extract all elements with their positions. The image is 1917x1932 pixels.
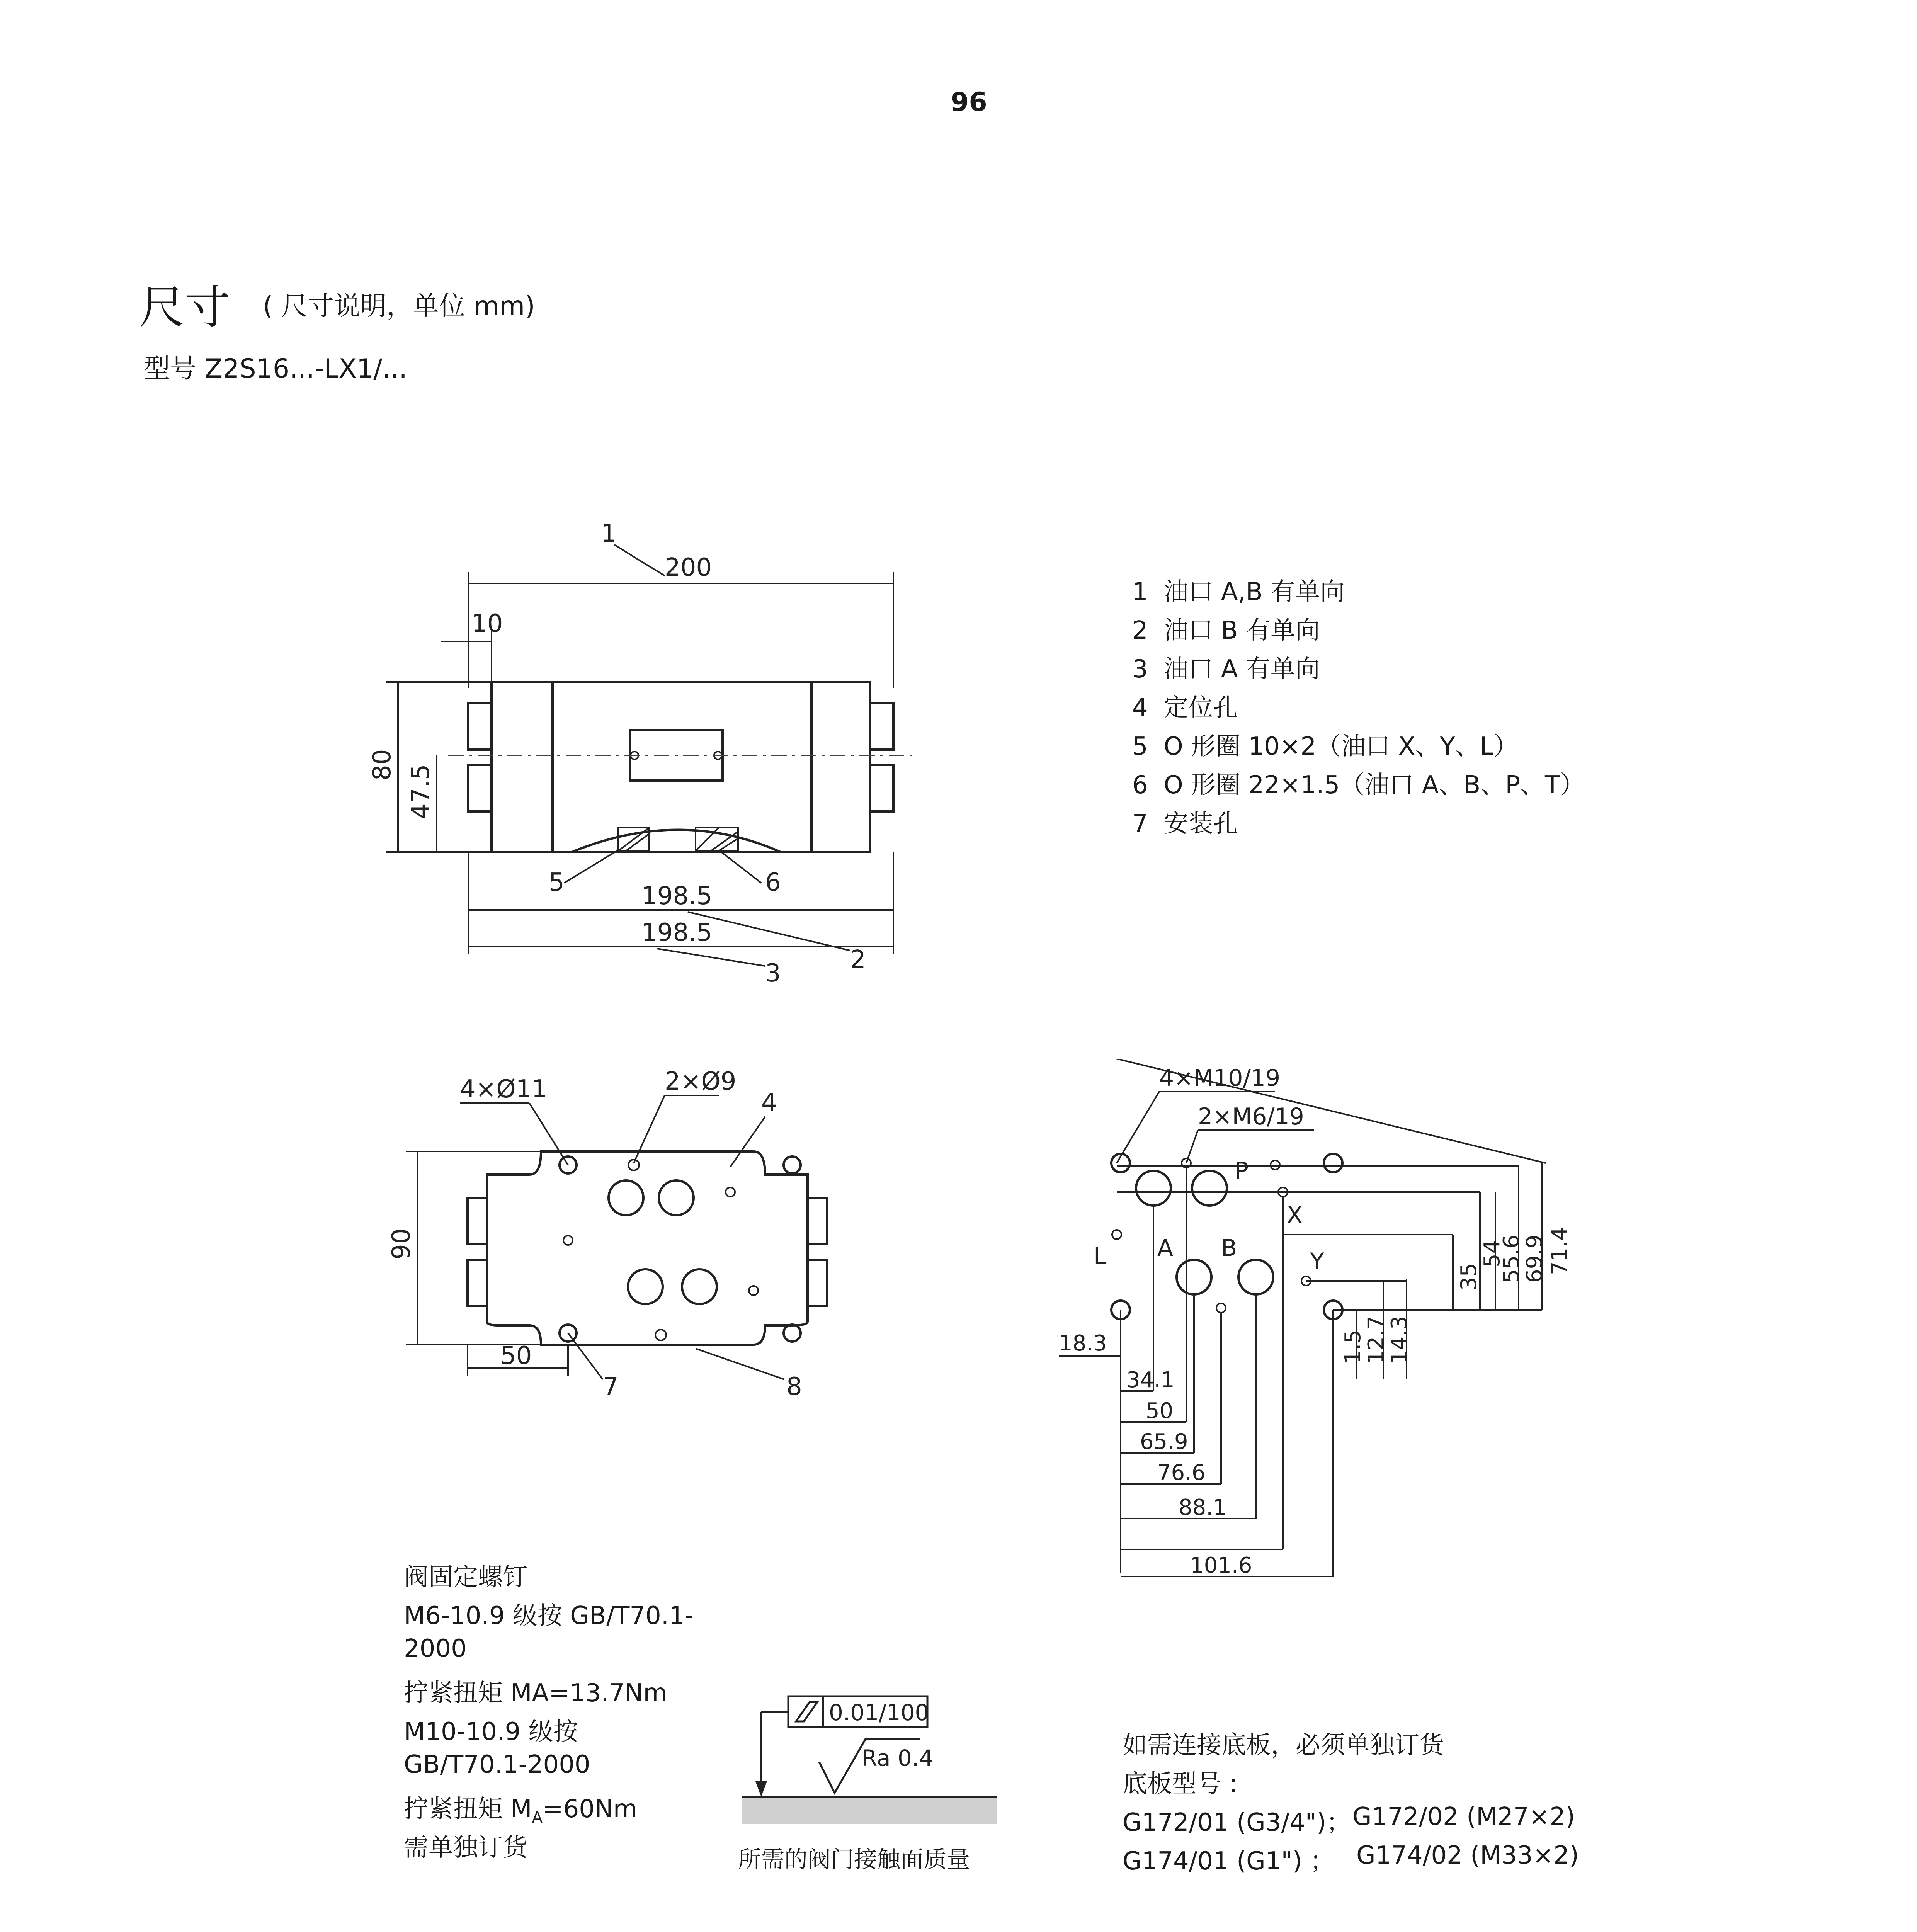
callout-1: 1 <box>601 519 617 548</box>
legend-item: 6 O 形圈 22×1.5（油口 A、B、P、T） <box>1132 771 1585 799</box>
model-designation: 型号 Z2S16...-LX1/... <box>144 354 408 384</box>
subplate-model: G172/01 (G3/4")； <box>1123 1808 1351 1837</box>
dim-a-length: 198.5 <box>641 918 713 947</box>
legend-item: 4 定位孔 <box>1132 694 1238 722</box>
label-bolt-holes: 4×Ø11 <box>460 1075 548 1104</box>
callout-3: 3 <box>765 959 781 988</box>
callout-4: 4 <box>761 1088 777 1117</box>
dim-b-length: 198.5 <box>641 882 713 910</box>
label-m10: 4×M10/19 <box>1159 1065 1281 1092</box>
dim-h-18.3: 18.3 <box>1059 1331 1107 1356</box>
screw-note-line: 2000 <box>404 1634 467 1663</box>
dim-v-12.7: 12.7 <box>1364 1316 1389 1364</box>
dim-h-34.1: 34.1 <box>1126 1367 1175 1393</box>
callout-6: 6 <box>765 868 781 897</box>
callout-8: 8 <box>786 1372 802 1401</box>
dim-v-1.5: 1.5 <box>1340 1329 1366 1364</box>
section-title: 尺寸 <box>139 281 231 334</box>
front-view-drawing <box>348 514 927 997</box>
dim-width: 50 <box>500 1342 532 1370</box>
port-label-a: A <box>1157 1235 1174 1262</box>
surface-quality-symbol <box>734 1685 1005 1832</box>
dim-length: 200 <box>665 553 712 582</box>
dim-port-height: 47.5 <box>407 764 435 819</box>
screw-note-line: M6-10.9 级按 GB/T70.1- <box>404 1602 694 1630</box>
legend-item: 5 O 形圈 10×2（油口 X、Y、L） <box>1132 732 1519 761</box>
dim-h-101.6: 101.6 <box>1190 1553 1252 1578</box>
screw-note-line: 需单独订货 <box>404 1833 527 1862</box>
screw-note-line: 拧紧扭矩 MA=13.7Nm <box>404 1679 667 1708</box>
dim-v-14.3: 14.3 <box>1387 1316 1412 1364</box>
dim-offset: 10 <box>471 609 503 638</box>
dim-v-35: 35 <box>1456 1263 1482 1291</box>
dim-h-50: 50 <box>1146 1398 1174 1423</box>
dim-h-88.1: 88.1 <box>1179 1495 1227 1520</box>
callout-2: 2 <box>850 946 866 974</box>
dim-h-65.9: 65.9 <box>1140 1429 1188 1454</box>
screw-note-line: 阀固定螺钉 <box>404 1563 527 1592</box>
screw-note-line: GB/T70.1-2000 <box>404 1750 590 1779</box>
port-label-p: P <box>1235 1157 1249 1184</box>
dim-v-71.4: 71.4 <box>1547 1227 1572 1275</box>
port-label-b: B <box>1221 1235 1237 1262</box>
legend-item: 7 安装孔 <box>1132 810 1238 838</box>
port-label-y: Y <box>1310 1248 1324 1275</box>
subplate-model: G172/02 (M27×2) <box>1352 1803 1575 1831</box>
top-view-drawing <box>367 1059 889 1406</box>
dim-h-76.6: 76.6 <box>1157 1460 1206 1485</box>
port-pattern-drawing <box>1059 1059 1577 1580</box>
dim-height: 80 <box>368 749 396 781</box>
label-m6: 2×M6/19 <box>1198 1103 1304 1130</box>
legend-item: 2 油口 B 有单向 <box>1132 616 1320 645</box>
port-label-l: L <box>1094 1242 1107 1269</box>
subplate-model: G174/01 (G1") ； <box>1123 1847 1335 1876</box>
dim-height: 90 <box>387 1228 416 1260</box>
legend-item: 1 油口 A,B 有单向 <box>1132 578 1345 606</box>
page-number: 96 <box>951 87 987 117</box>
dim-v-54: 54 <box>1480 1240 1505 1267</box>
screw-note-line: M10-10.9 级按 <box>404 1718 578 1746</box>
legend-item: 3 油口 A 有单向 <box>1132 655 1320 684</box>
port-label-x: X <box>1287 1202 1303 1229</box>
roughness-value: Ra 0.4 <box>862 1745 934 1771</box>
callout-5: 5 <box>549 868 565 897</box>
section-subtitle: ( 尺寸说明，单位 mm) <box>263 291 535 321</box>
flatness-value: 0.01/100 <box>829 1699 929 1726</box>
callout-7: 7 <box>603 1372 619 1401</box>
surface-quality-caption: 所需的阀门接触面质量 <box>738 1846 970 1873</box>
screw-note-torque: 拧紧扭矩 $M_A=60Nm$ <box>404 1795 638 1827</box>
subplate-note-line: 底板型号 : <box>1123 1770 1238 1798</box>
subplate-model: G174/02 (M33×2) <box>1356 1841 1579 1870</box>
dim-v-55.6: 55.6 <box>1499 1235 1524 1283</box>
dim-v-69.9: 69.9 <box>1522 1235 1547 1283</box>
label-pin-holes: 2×Ø9 <box>665 1067 737 1096</box>
subplate-note-line: 如需连接底板，必须单独订货 <box>1123 1731 1444 1760</box>
